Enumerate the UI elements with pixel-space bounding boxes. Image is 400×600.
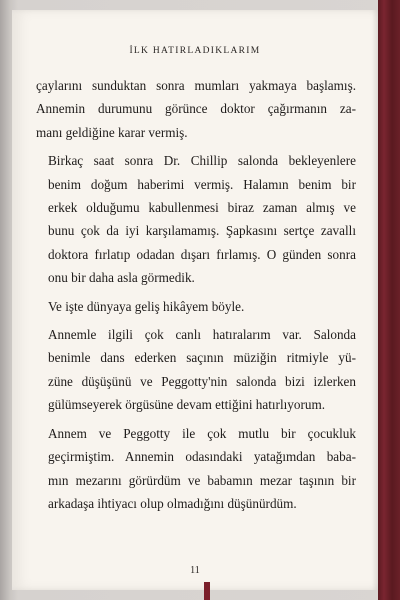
- text-line: Birkaç saat sonra Dr. Chillip salonda bekleyenlere: [48, 153, 356, 169]
- text-line: gülümseyerek örgüsüne devam ettiğini hatırlıyorum.: [48, 397, 326, 413]
- page-sheet: [12, 10, 378, 590]
- paragraph-5: [36, 422, 356, 516]
- text-line: Annemle ilgili çok canlı hatıralarım var. Salonda: [48, 327, 356, 343]
- book-cover-edge: [378, 0, 400, 600]
- running-head: İLK HATIRLADIKLARIM: [129, 46, 261, 56]
- text-line: arkadaşa ihtiyacı olup olmadığını düşünürdüm.: [48, 495, 297, 511]
- text-line: geçirmiştim. Annemin odasındaki yatağımdan baba-: [48, 449, 356, 465]
- page-number: 11: [190, 565, 200, 576]
- text-line: erkek olduğumu kabullenmesi biraz zaman almış ve: [48, 200, 356, 216]
- text-line: züne düşüşünü ve Peggotty'nin salonda bizi izlerken: [48, 373, 356, 389]
- text-line: manı geldiğine karar vermiş.: [36, 124, 188, 140]
- bookmark-ribbon: [204, 582, 210, 600]
- text-line: benim doğum haberimi vermiş. Halamın benim bir: [48, 176, 356, 192]
- text-line: bunu çok da iyi karşılamamış. Şapkasını sertçe zavallı: [48, 223, 356, 239]
- paragraph-1: [36, 74, 356, 144]
- text-line: çaylarını sunduktan sonra mumları yakmaya başlamış.: [36, 78, 356, 93]
- text-line: mın mezarını görürdüm ve babamın mezar taşının bir: [48, 472, 356, 488]
- text-line: Annemin durumunu görünce doktor çağırmanın za-: [36, 101, 356, 117]
- text-line: benimle dans ederken saçının müziğin ritmiyle yü-: [48, 350, 356, 366]
- text-line: Ve işte dünyaya geliş hikâyem böyle.: [48, 298, 245, 314]
- paragraph-3: [36, 295, 356, 318]
- text-line: doktora fırlatıp odadan dışarı fırlamış. O günden sonra: [48, 246, 356, 262]
- paragraph-2: [36, 149, 356, 289]
- text-line: Annem ve Peggotty ile çok mutlu bir çocukluk: [48, 425, 356, 441]
- paragraph-4: [36, 323, 356, 417]
- body-text: [36, 74, 356, 520]
- text-line: onu bir daha asla görmedik.: [48, 270, 195, 286]
